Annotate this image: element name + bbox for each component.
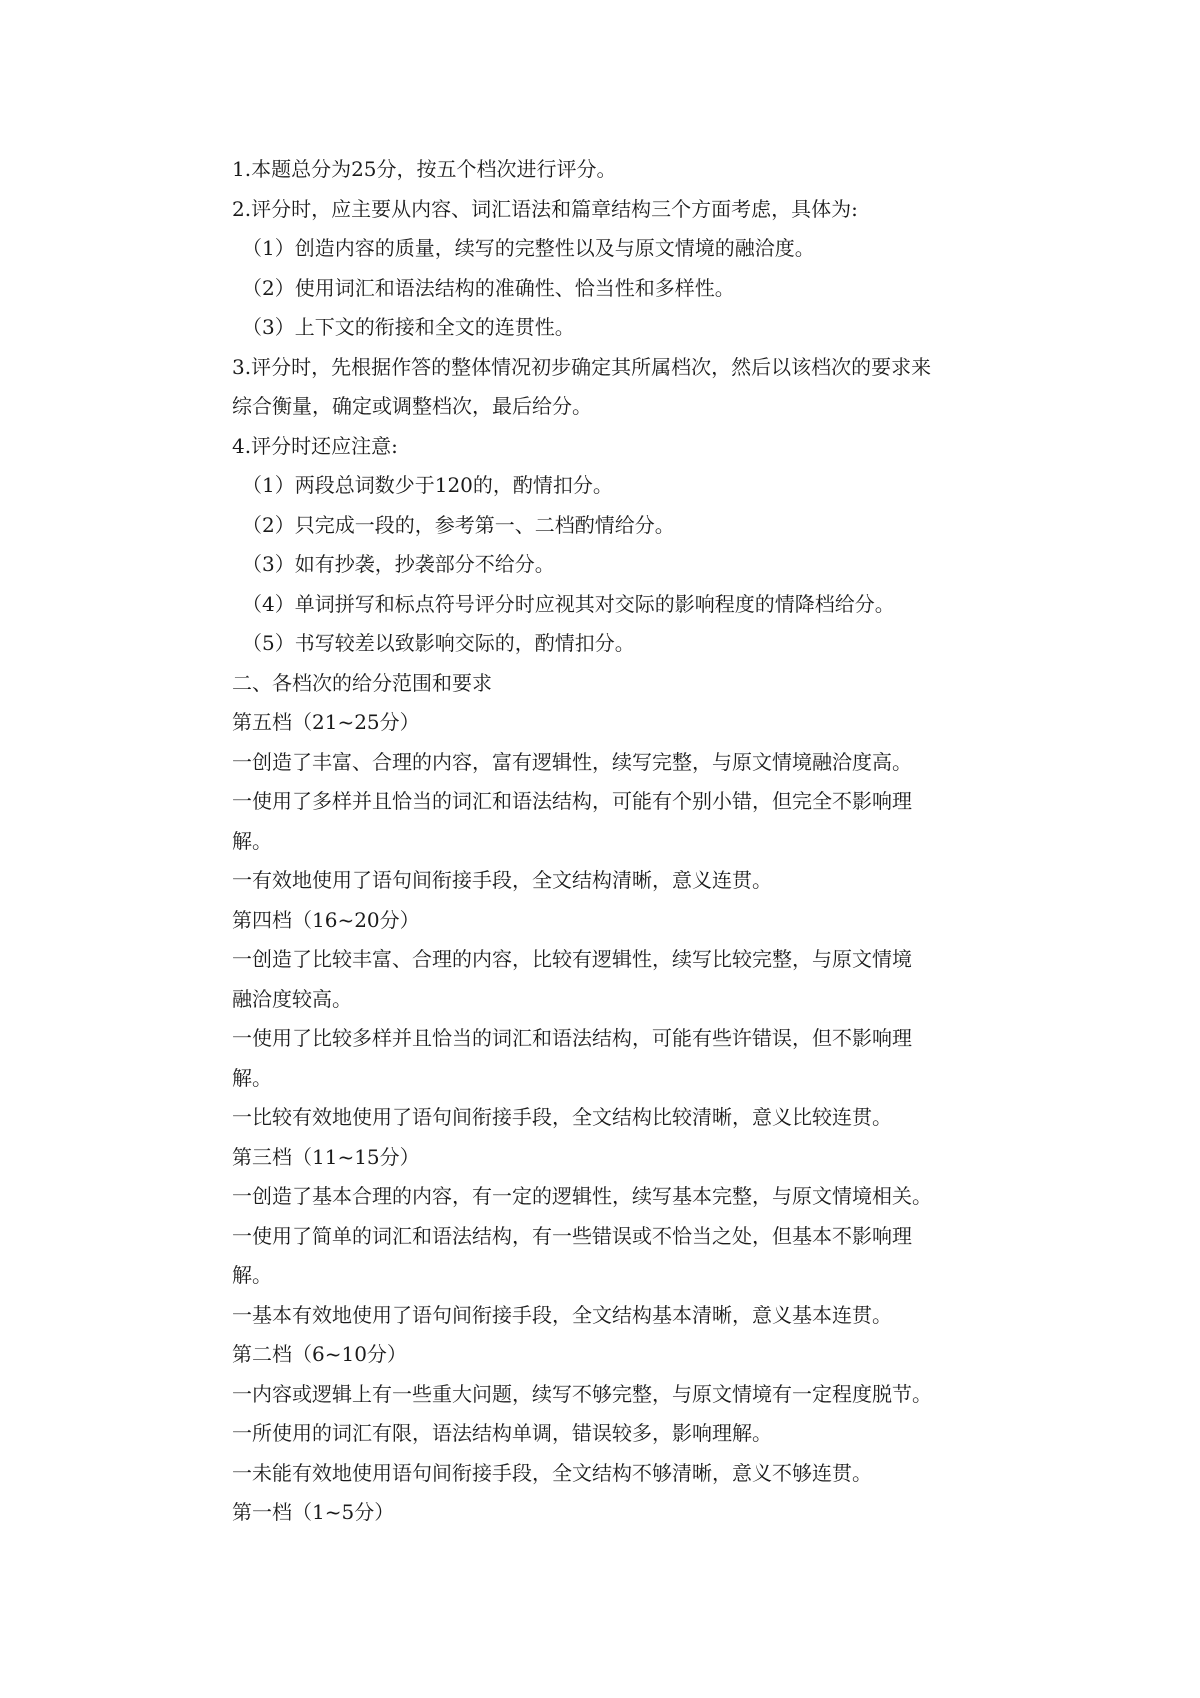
document-body	[232, 150, 992, 1533]
rule-4-item-5: （5）书写较差以致影响交际的，酌情扣分。	[242, 631, 635, 655]
rule-3-grading-procedure: 3.评分时，先根据作答的整体情况初步确定其所属档次，然后以该档次的要求来	[232, 354, 932, 379]
level-5-criterion-content: 一创造了丰富、合理的内容，富有逻辑性，续写完整，与原文情境融洽度高。	[232, 749, 912, 774]
rule-1-total-score: 1.本题总分为25分，按五个档次进行评分。	[232, 157, 617, 181]
level-3-heading: 第三档（11~15分）	[232, 1144, 420, 1169]
level-5-criterion-language-cont: 解。	[232, 828, 272, 853]
rule-4-notes: 4.评分时还应注意:	[232, 433, 398, 458]
level-5-criterion-cohesion: 一有效地使用了语句间衔接手段，全文结构清晰，意义连贯。	[232, 868, 772, 892]
level-4-heading: 第四档（16~20分）	[232, 907, 420, 932]
level-4-criterion-language-cont: 解。	[232, 1065, 272, 1090]
rule-4-item-2: （2）只完成一段的，参考第一、二档酌情给分。	[242, 512, 675, 537]
rule-2-item-2: （2）使用词汇和语法结构的准确性、恰当性和多样性。	[242, 275, 735, 300]
rule-4-item-1: （1）两段总词数少于120的，酌情扣分。	[242, 473, 613, 497]
level-2-criterion-language: 一所使用的词汇有限，语法结构单调，错误较多，影响理解。	[232, 1421, 772, 1445]
level-3-criterion-language-cont: 解。	[232, 1263, 272, 1287]
rule-4-item-3: （3）如有抄袭，抄袭部分不给分。	[242, 552, 555, 576]
level-1-heading: 第一档（1~5分）	[232, 1500, 395, 1524]
rule-2-item-1: （1）创造内容的质量，续写的完整性以及与原文情境的融洽度。	[242, 236, 815, 260]
level-5-criterion-language: 一使用了多样并且恰当的词汇和语法结构，可能有个别小错，但完全不影响理	[232, 789, 912, 813]
rule-3-grading-procedure-cont: 综合衡量，确定或调整档次，最后给分。	[232, 394, 592, 418]
level-5-heading: 第五档（21~25分）	[232, 710, 420, 734]
section-heading-levels: 二、各档次的给分范围和要求	[232, 670, 492, 695]
level-2-criterion-content: 一内容或逻辑上有一些重大问题，续写不够完整，与原文情境有一定程度脱节。	[232, 1381, 932, 1406]
level-3-criterion-cohesion: 一基本有效地使用了语句间衔接手段，全文结构基本清晰，意义基本连贯。	[232, 1302, 892, 1327]
level-2-heading: 第二档（6~10分）	[232, 1342, 407, 1366]
level-3-criterion-content: 一创造了基本合理的内容，有一定的逻辑性，续写基本完整，与原文情境相关。	[232, 1184, 932, 1208]
rule-4-item-4: （4）单词拼写和标点符号评分时应视其对交际的影响程度的情降档给分。	[242, 591, 895, 616]
rule-2-scoring-aspects: 2.评分时，应主要从内容、词汇语法和篇章结构三个方面考虑，具体为:	[232, 196, 858, 221]
level-2-criterion-cohesion: 一未能有效地使用语句间衔接手段，全文结构不够清晰，意义不够连贯。	[232, 1460, 872, 1485]
level-4-criterion-content-cont: 融洽度较高。	[232, 986, 352, 1011]
rule-2-item-3: （3）上下文的衔接和全文的连贯性。	[242, 315, 575, 339]
level-4-criterion-language: 一使用了比较多样并且恰当的词汇和语法结构，可能有些许错误，但不影响理	[232, 1026, 912, 1050]
level-4-criterion-cohesion: 一比较有效地使用了语句间衔接手段，全文结构比较清晰，意义比较连贯。	[232, 1105, 892, 1129]
level-4-criterion-content: 一创造了比较丰富、合理的内容，比较有逻辑性，续写比较完整，与原文情境	[232, 947, 912, 971]
level-3-criterion-language: 一使用了简单的词汇和语法结构，有一些错误或不恰当之处，但基本不影响理	[232, 1223, 912, 1248]
